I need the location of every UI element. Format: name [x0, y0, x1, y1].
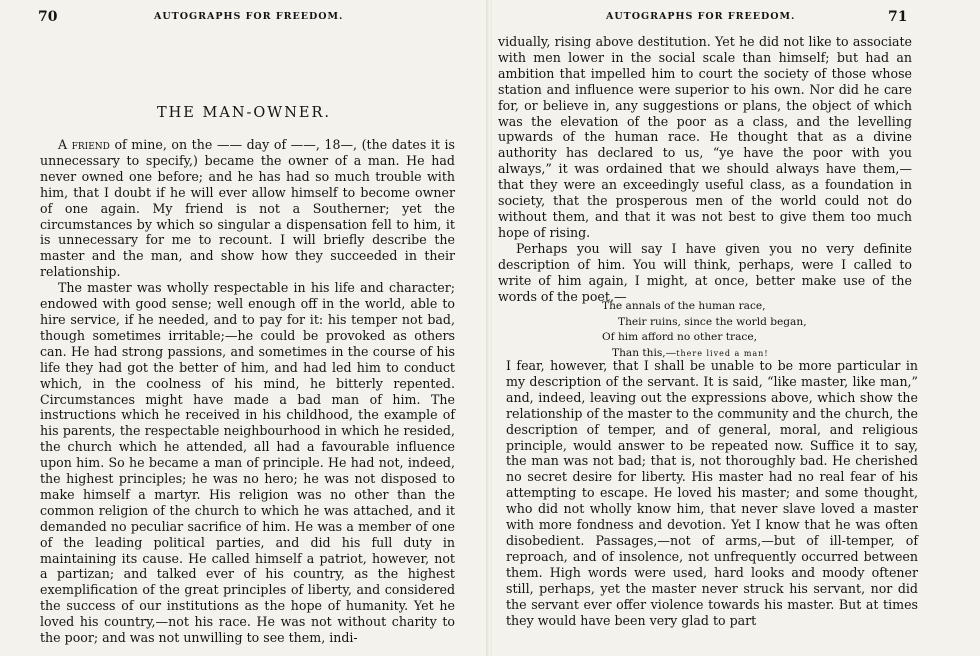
poem-line: Of him afford no other trace,: [602, 331, 757, 343]
running-head: AUTOGRAPHS FOR FREEDOM.: [606, 11, 796, 22]
poem-small-caps: there lived a man!: [676, 348, 769, 358]
poem-line: The annals of the human race,: [602, 300, 766, 312]
paragraph: [40, 137, 455, 280]
running-head: AUTOGRAPHS FOR FREEDOM.: [154, 11, 344, 22]
right-page: [490, 0, 980, 656]
left-page: [0, 0, 488, 656]
page-number: 70: [38, 9, 58, 25]
poem-line-start: Than this,—: [612, 346, 677, 359]
poem-line: Their ruins, since the world began,: [618, 315, 807, 328]
article-title: THE MAN-OWNER.: [156, 105, 331, 121]
left-column-text: [40, 137, 455, 646]
paragraph: vidually, rising above destitution. Yet he did not like to associate with men lower in the social scale than himself; but had an ambition that impelled him to court the society of those whose station and influence were superior to his own. Nor did he care for, or believe in, any suggestions or plans, the object of which was the elevation of the poor as a class, and the levelling upwards of the human race. He thought that as a divine authority has declared to us, “ye have the poor with you always,” it was ordained that we should always have them,—that they were an exceedingly useful class, as a foundation in society, that the prosperous men of the world could not do without them, and that it was not best to give them too much hope of rising.: [498, 34, 912, 240]
paragraph: I fear, however, that I shall be unable to be more particular in my description of the servant. It is said, “like master, like man,” and, indeed, leaving out the expressions above, which show the relationship of the master to the community and the church, the description of temper, and of general, moral, and religious principle, would answer to be repeated now. Suffice it to say, the man was not bad; that is, not thoroughly bad. He cherished no secret desire for liberty. His master had no real fear of his attempting to escape. He loved his master; and some thought, who did not wholly know him, that never slave loved a master with more fondness and devotion. Yet I know that he was often disobedient. Passages,—not of arms,—but of ill-temper, of reproach, and of insolence, not unfrequently occurred between them. High words were used, hard looks and moody oftener still, perhaps, yet the master never struck his servant, nor did the servant ever offer violence towards his master. But at times they would have been very glad to part: [506, 358, 918, 628]
poem-quotation: [602, 299, 807, 361]
right-column-bottom: [506, 358, 918, 628]
paragraph-text: of mine, on the —— day of ——, 18—, (the dates it is unnecessary to specify,) became the owner of a man. He had never owned one before; and he has had so much trouble with him, that I doubt if he will ever allow himself to become owner of one again. My friend is not a Southerner; yet the circumstances by which so singular a dispensation fell to him, it is unnecessary for me to recount. I will briefly describe the master and the man, and show how they succeeded in their relationship.: [40, 137, 455, 280]
right-column-top: [498, 34, 912, 304]
page-number: 71: [888, 9, 908, 25]
paragraph: The master was wholly respectable in his life and character; endowed with good sense; well enough off in the world, able to hire service, if he needed, and to pay for it: his temper not bad, though sometimes irritable;—he could be provoked as others can. He had strong passions, and sometimes in the course of his life they had got the better of him, and had led him to conduct which, in the coolness of his mind, he bitterly repented. Circumstances might have made a bad man of him. The instructions which he received in his childhood, the example of his parents, the respectable neighbourhood in which he resided, the church which he attended, all had a favourable influence upon him. So he became a man of principle. He had not, indeed, the highest principles; he was no hero; he was not disposed to make himself a martyr. His religion was no other than the common religion of the church to which he was attached, and it demanded no peculiar sacrifice of him. He was a member of one of the leading political parties, and did his full duty in maintaining its cause. He called himself a patriot, however, not a partizan; and talked ever of his country, as the highest exemplification of the great principles of liberty, and considered the success of our institutions as the hope of humanity. Yet he loved his country,—not his race. He was not without charity to the poor; and was not unwilling to see them, indi-: [40, 280, 455, 646]
opening-words: A friend: [58, 137, 110, 152]
paragraph: Perhaps you will say I have given you no very definite description of him. You will think, perhaps, were I called to write of him again, I might, at once, better make use of the words of the poet,—: [498, 240, 912, 304]
